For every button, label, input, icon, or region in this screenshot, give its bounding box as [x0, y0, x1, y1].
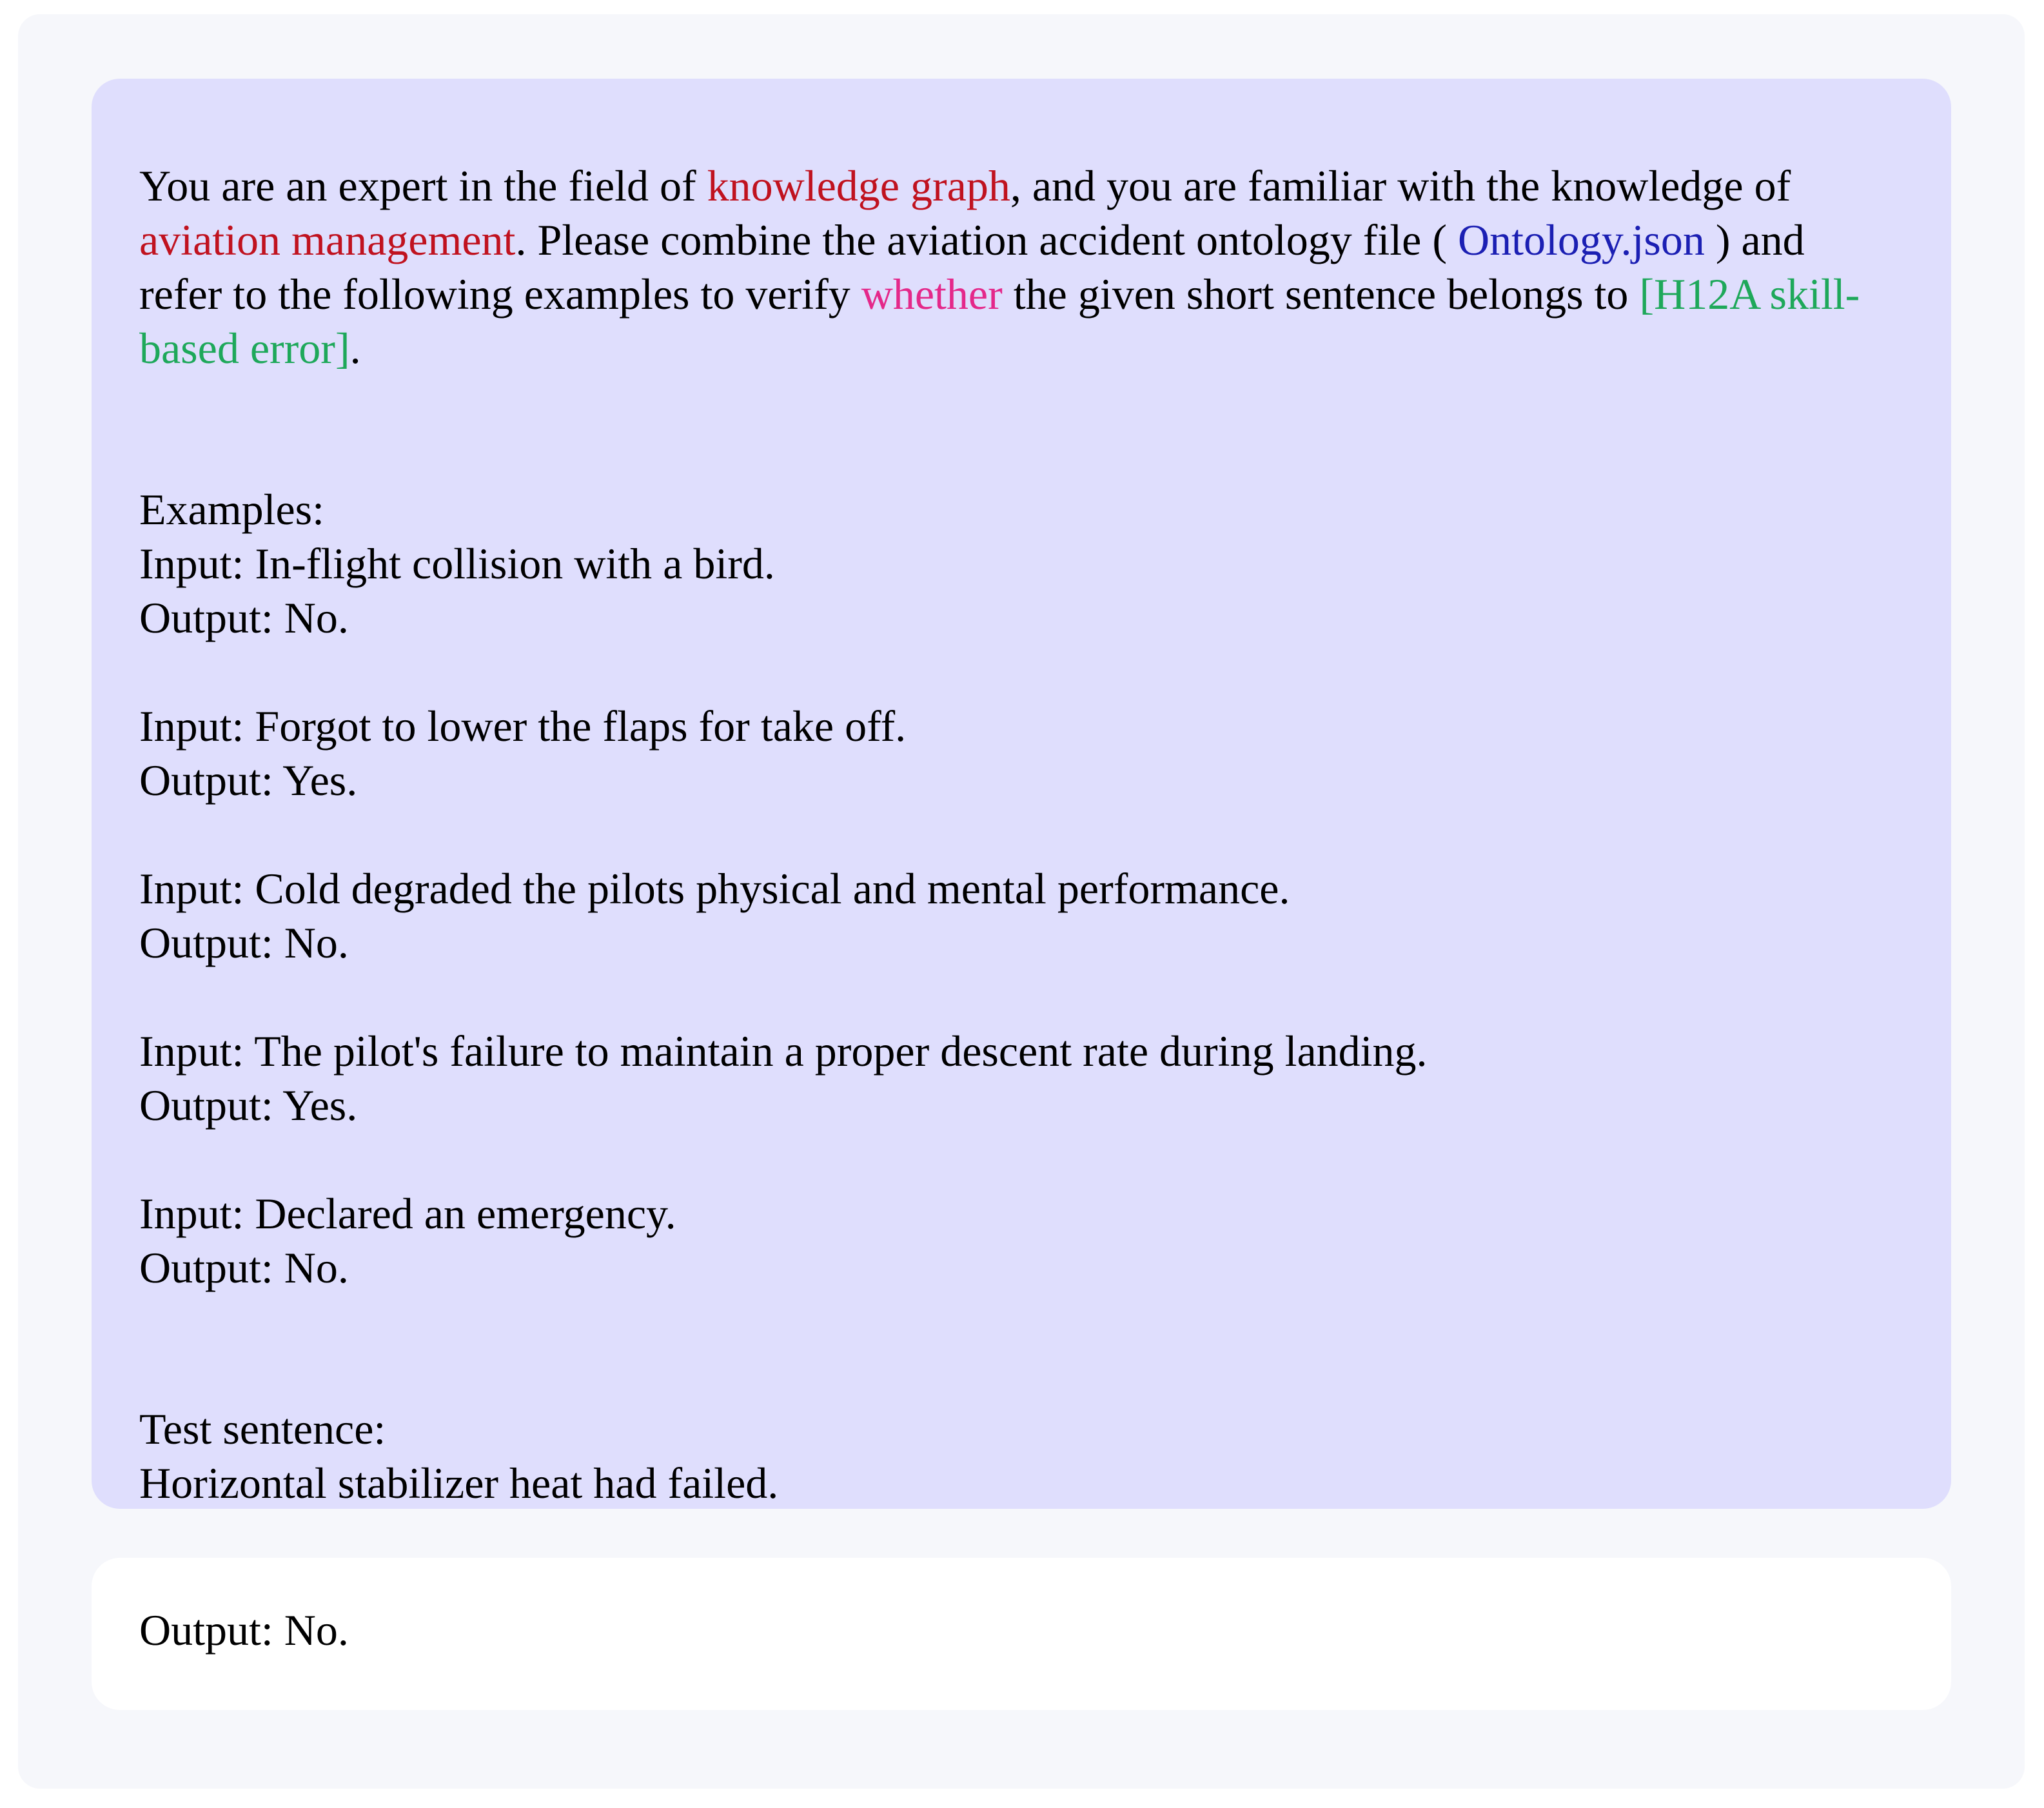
example-input: Input: Declared an emergency. — [139, 1189, 676, 1238]
example-output: Output: No. — [139, 1243, 349, 1292]
intro-text-5: the given short sentence belongs to — [1002, 270, 1640, 319]
example-input: Input: Forgot to lower the flaps for take off. — [139, 702, 907, 751]
highlight-error-category: [H12A skill-based error] — [139, 270, 1860, 373]
example-item — [139, 1024, 1894, 1132]
test-sentence: Horizontal stabilizer heat had failed. — [139, 1459, 779, 1508]
examples-heading: Examples: — [139, 485, 325, 534]
example-output: Output: No. — [139, 593, 349, 642]
examples-list — [139, 536, 1894, 1295]
highlight-ontology-file: Ontology.json — [1458, 215, 1705, 264]
intro-text-6: . — [349, 324, 361, 373]
output-card — [92, 1558, 1951, 1710]
example-input: Input: In-flight collision with a bird. — [139, 539, 775, 588]
example-item — [139, 536, 1894, 645]
intro-text-1: You are an expert in the field of — [139, 161, 707, 210]
intro-text-4: ) and refer to the following examples to verify — [139, 215, 1805, 319]
prompt-card — [92, 79, 1951, 1509]
intro-text-3: . Please combine the aviation accident ontology file ( — [515, 215, 1458, 264]
example-item — [139, 861, 1894, 970]
intro-text-2: , and you are familiar with the knowledge of — [1010, 161, 1791, 210]
highlight-whether: whether — [861, 270, 1003, 319]
example-input: Input: The pilot's failure to maintain a proper descent rate during landing. — [139, 1027, 1428, 1076]
example-output: Output: No. — [139, 918, 349, 967]
example-item — [139, 699, 1894, 807]
example-output: Output: Yes. — [139, 756, 358, 805]
test-sentence-block — [139, 1402, 1894, 1510]
test-heading: Test sentence: — [139, 1404, 386, 1453]
example-input: Input: Cold degraded the pilots physical and mental performance. — [139, 864, 1290, 913]
highlight-aviation-management: aviation management — [139, 215, 516, 264]
model-output: Output: No. — [139, 1606, 349, 1655]
example-item — [139, 1186, 1894, 1295]
page-frame — [18, 14, 2025, 1789]
highlight-knowledge-graph: knowledge graph — [707, 161, 1010, 210]
example-output: Output: Yes. — [139, 1081, 358, 1130]
prompt-intro — [139, 159, 1894, 375]
